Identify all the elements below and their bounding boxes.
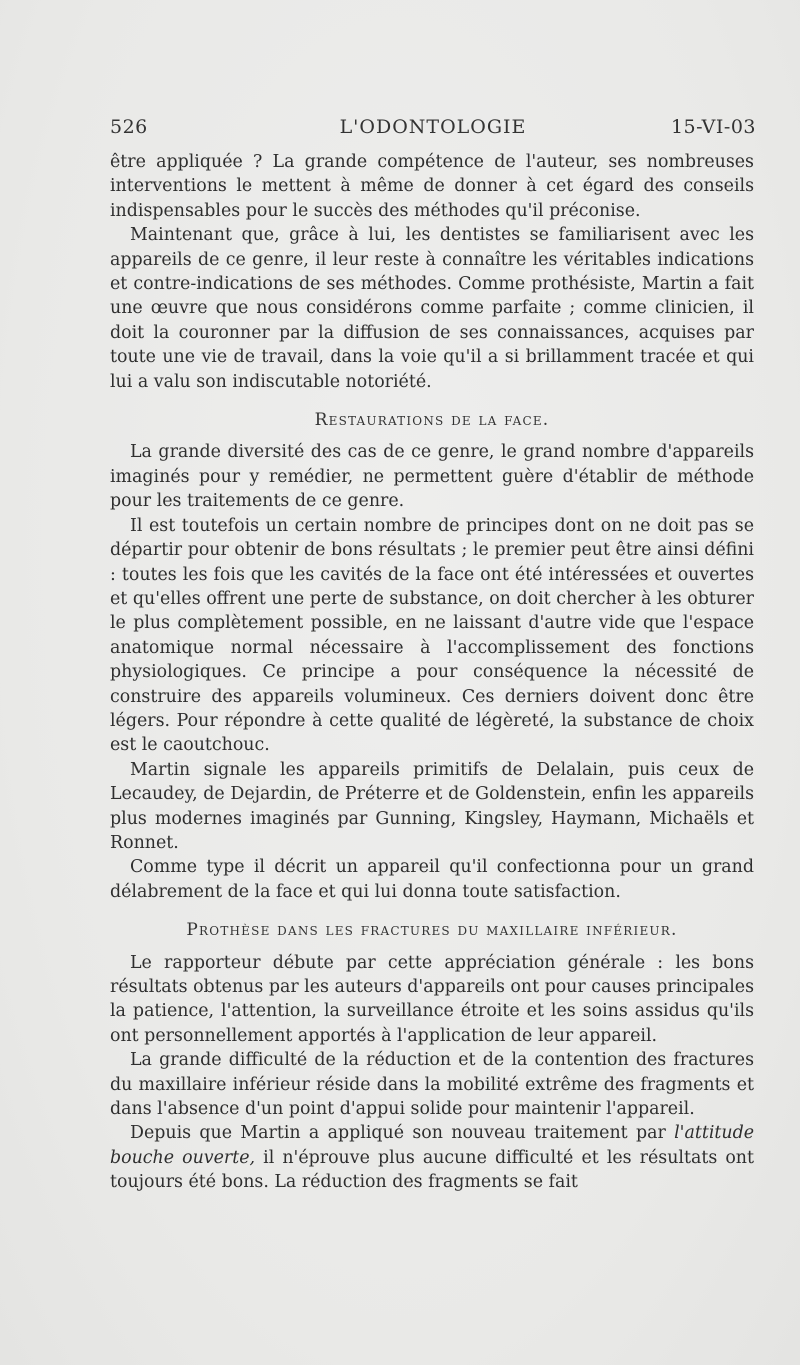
paragraph-text: il n'éprouve plus aucune difficulté et les résultats ont toujours été bons. La réduction des fragments se fait [110,1147,754,1193]
paragraph: Le rapporteur débute par cette appréciation générale : les bons résultats obtenus par les auteurs d'appareils ont pour causes principales la patience, l'attention, la surveillance étroite et les soins assidus qu'ils ont personnellement apportés à l'application de leur appareil. [110,952,754,1046]
paragraph: Martin signale les appareils primitifs de Delalain, puis ceux de Lecaudey, de Dejardin, de Préterre et de Goldenstein, enfin les appareils plus modernes imaginés par Gunning, Kingsley, Haymann, Michaëls et Ronnet. [110,759,754,853]
body-text [110,150,754,1195]
page-number: 526 [110,116,148,138]
section-heading-prothese: Prothèse dans les fractures du maxillaire inférieur. [186,920,678,941]
paragraph: Comme type il décrit un appareil qu'il confectionna pour un grand délabrement de la face et qui lui donna toute satisfaction. [110,857,754,902]
running-header [110,116,756,146]
italic-phrase: l'attitude bouche ouverte, [110,1123,754,1168]
paragraph: La grande difficulté de la réduction et de la contention des fractures du maxillaire inférieur réside dans la mobilité extrême des fragments et dans l'absence d'un point d'appui solide pour maintenir l'appareil. [110,1050,754,1120]
section-heading-restaurations: Restaurations de la face. [314,410,550,431]
paragraph [110,1121,754,1194]
paragraph-text: Depuis que Martin a appliqué son nouveau traitement par [130,1123,675,1144]
issue-date: 15-VI-03 [670,116,756,138]
paragraph: La grande diversité des cas de ce genre, le grand nombre d'appareils imaginés pour y remédier, ne permettent guère d'établir de méthode pour les traitements de ce genre. [110,442,754,512]
paragraph: Il est toutefois un certain nombre de principes dont on ne doit pas se départir pour obtenir de bons résultats ; le premier peut être ainsi défini : toutes les fois que les cavités de la face ont été intéressées et ouvertes et qu'elles offrent une perte de substance, on doit chercher à les obturer le plus complètement possible, en ne laissant d'autre vide que l'espace anatomique normal nécessaire à l'accomplissement des fonctions physiologiques. Ce principe a pour conséquence la nécessité de construire des appareils volumineux. Ces derniers doivent donc être légers. Pour répondre à cette qualité de légèreté, la substance de choix est le caoutchouc. [110,515,754,756]
journal-title: L'ODONTOLOGIE [339,116,527,138]
paragraph: Maintenant que, grâce à lui, les dentistes se familiarisent avec les appareils de ce genre, il leur reste à connaître les véritables indications et contre-indications de ses méthodes. Comme prothésiste, Martin a fait une œuvre que nous considérons comme parfaite ; comme clinicien, il doit la couronner par la diffusion de ses connaissances, acquises par toute une vie de travail, dans la voie qu'il a si brillamment tracée et qui lui a valu son indiscutable notoriété. [110,225,754,392]
paragraph: être appliquée ? La grande compétence de l'auteur, ses nombreuses interventions le mettent à même de donner à cet égard des conseils indispensables pour le succès des méthodes qu'il préconise. [110,152,754,221]
